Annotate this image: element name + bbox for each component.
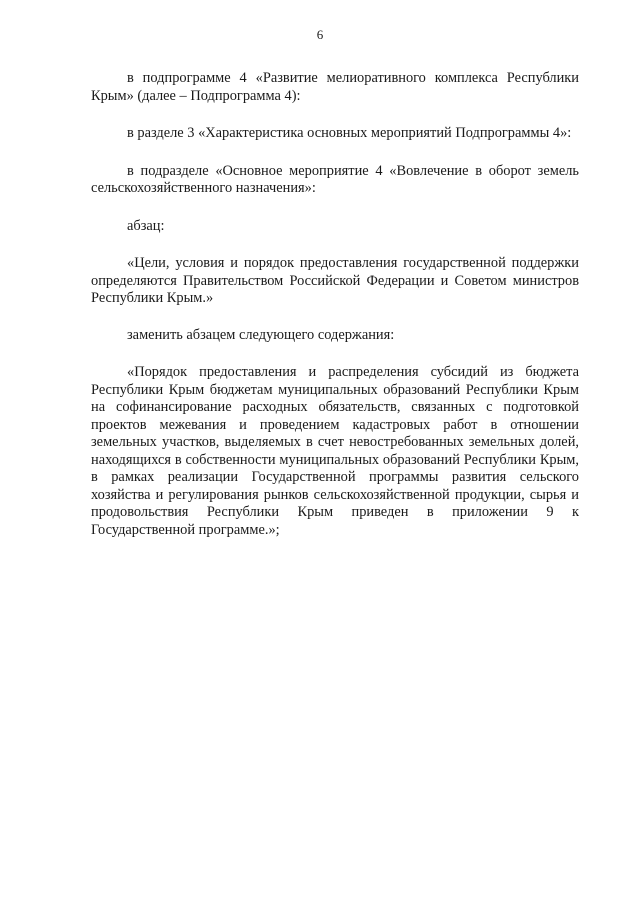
paragraph-subprogram-4: в подпрограмме 4 «Развитие мелиоративного комплекса Республики Крым» (далее – Подпрограмма 4): [91,70,579,104]
paragraph-old-text: «Цели, условия и порядок предоставления государственной поддержки определяются Правительством Российской Федерации и Советом министров Республики Крым.» [91,255,579,306]
page-number: 6 [316,27,324,42]
paragraph-subsection: в подразделе «Основное мероприятие 4 «Вовлечение в оборот земель сельскохозяйственного назначения»: [91,162,579,196]
paragraph-section-3: в разделе 3 «Характеристика основных мероприятий Подпрограммы 4»: [127,125,572,141]
paragraph-abzac: абзац: [127,217,165,234]
document-body [91,70,579,539]
paragraph-new-text: «Порядок предоставления и распределения субсидий из бюджета Республики Крым бюджетам муниципальных образований Республики Крым на софинансирование расходных обязательств, связанных с подготовкой проектов межевания и проведением кадастровых работ в отношении земельных участков, выделяемых в счет невостребованных земельных долей, находящихся в собственности муниципальных образований Республики Крым, в рамках реализации Государственной программы развития сельского хозяйства и регулирования рынков сельскохозяйственной продукции, сырья и продовольствия Республики Крым приведен в приложении 9 к Государственной программе.»; [91,364,579,538]
paragraph-replace-instruction: заменить абзацем следующего содержания: [127,326,395,343]
